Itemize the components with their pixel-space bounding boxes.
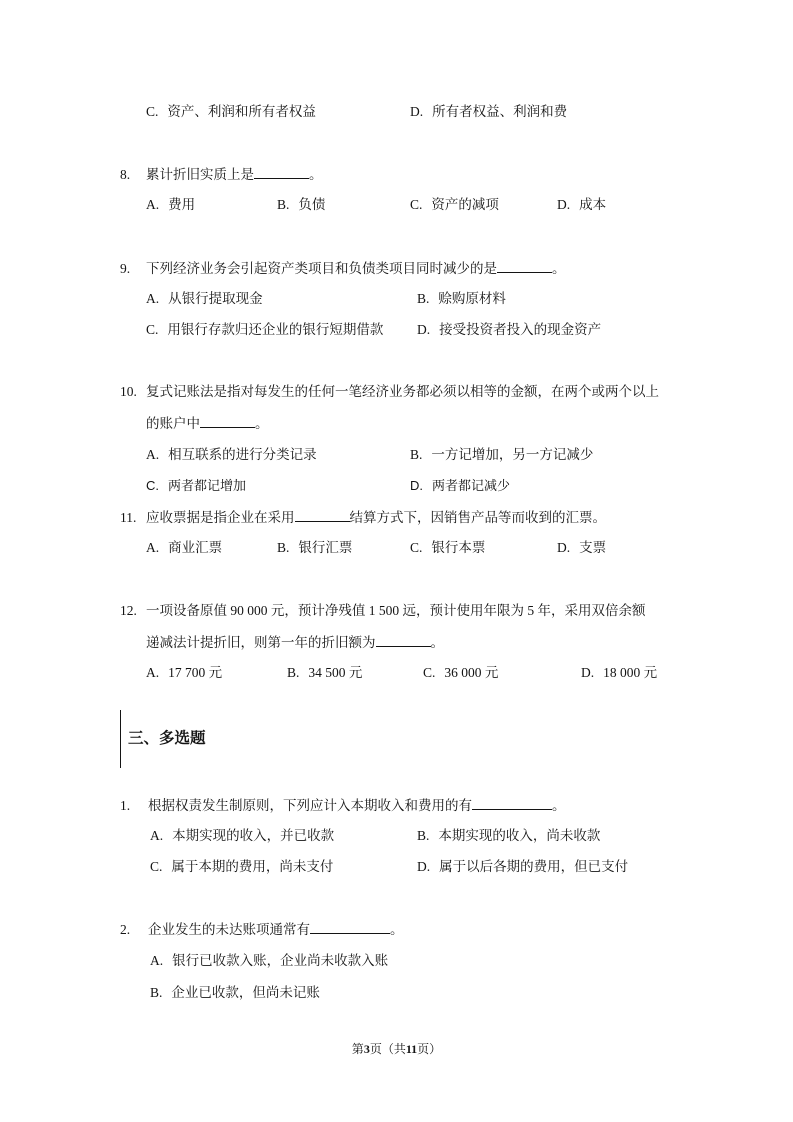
option-label: C. <box>146 478 159 493</box>
option-text: 接受投资者投入的现金资产 <box>439 322 602 337</box>
option-text: 用银行存款归还企业的银行短期借款 <box>167 322 384 337</box>
option-label: A. <box>146 197 160 212</box>
q10-option-d <box>410 477 510 495</box>
option-text: 两者都记增加 <box>168 478 247 493</box>
question-number: 1. <box>120 798 131 813</box>
question-12-stem-cont <box>146 633 444 652</box>
section-heading-rule <box>120 710 121 768</box>
m1-option-c <box>150 858 333 876</box>
question-number: 11. <box>120 510 137 525</box>
option-label: C. <box>423 665 436 680</box>
m2-option-b <box>150 984 320 1002</box>
option-text: 资产、利润和所有者权益 <box>167 104 316 119</box>
stem-end: 。 <box>309 167 323 182</box>
footer-prefix: 第 <box>351 1042 364 1056</box>
option-text: 银行汇票 <box>298 540 353 555</box>
option-label: D. <box>557 540 571 555</box>
stem-text: 的账户中 <box>146 416 200 431</box>
option-label: A. <box>146 447 160 462</box>
stem-text: 一项设备原值 90 000 元，预计净残值 1 500 远，预计使用年限为 5 年，采用双倍余额 <box>146 603 646 618</box>
question-8-stem <box>120 165 323 184</box>
option-label: A. <box>146 665 160 680</box>
m2-option-a <box>150 952 388 970</box>
q11-option-d <box>557 539 606 557</box>
q12-option-a <box>146 664 222 682</box>
q11-option-b <box>277 539 352 557</box>
total-page-count: 11 <box>405 1042 418 1056</box>
stem-text: 应收票据是指企业在采用 <box>146 510 295 525</box>
stem-text: 企业发生的未达账项通常有 <box>148 922 310 937</box>
page-footer <box>0 1041 793 1057</box>
option-label: D. <box>410 104 424 119</box>
option-label: B. <box>417 291 430 306</box>
question-number: 10. <box>120 384 137 399</box>
option-text: 一方记增加，另一方记减少 <box>431 447 594 462</box>
stem-end: 结算方式下，因销售产品等而收到的汇票。 <box>349 510 606 525</box>
option-label: C. <box>410 540 423 555</box>
question-9-stem <box>120 259 566 278</box>
question-number: 8. <box>120 167 131 182</box>
stem-end: 。 <box>552 261 566 276</box>
option-label: A. <box>150 953 164 968</box>
q12-option-d <box>581 664 657 682</box>
q8-option-c <box>410 196 499 214</box>
option-text: 银行已收款入账，企业尚未收款入账 <box>172 953 389 968</box>
q12-option-b <box>287 664 362 682</box>
option-text: 资产的减项 <box>431 197 499 212</box>
option-label: D. <box>410 478 423 493</box>
q8-option-b <box>277 196 325 214</box>
option-text: 18 000 元 <box>603 665 658 680</box>
option-text: 属于本期的费用，尚未支付 <box>171 859 334 874</box>
option-label: C. <box>146 322 159 337</box>
q9-option-b <box>417 290 506 308</box>
q7-option-d <box>410 103 567 121</box>
option-text: 从银行提取现金 <box>168 291 263 306</box>
current-page-number: 3 <box>363 1042 370 1056</box>
q8-option-a <box>146 196 195 214</box>
option-label: A. <box>146 540 160 555</box>
stem-end: 。 <box>552 798 566 813</box>
option-label: B. <box>287 665 300 680</box>
q12-option-c <box>423 664 498 682</box>
option-label: C. <box>146 104 159 119</box>
option-text: 企业已收款，但尚未记账 <box>171 985 320 1000</box>
option-label: B. <box>150 985 163 1000</box>
stem-end: 。 <box>390 922 404 937</box>
m1-option-a <box>150 827 334 845</box>
q9-option-c <box>146 321 383 339</box>
q8-option-d <box>557 196 606 214</box>
question-number: 12. <box>120 603 137 618</box>
option-label: A. <box>146 291 160 306</box>
q9-option-d <box>417 321 601 339</box>
option-label: D. <box>557 197 571 212</box>
option-label: D. <box>581 665 595 680</box>
option-text: 成本 <box>579 197 607 212</box>
option-label: D. <box>417 322 431 337</box>
q11-option-a <box>146 539 222 557</box>
answer-blank <box>376 633 431 647</box>
option-label: B. <box>410 447 423 462</box>
option-label: B. <box>277 197 290 212</box>
stem-end: 。 <box>430 635 444 650</box>
stem-text: 累计折旧实质上是 <box>146 167 254 182</box>
q7-option-c <box>146 103 316 121</box>
option-label: B. <box>277 540 290 555</box>
q10-option-b <box>410 446 593 464</box>
multi-question-1-stem <box>120 796 566 815</box>
option-text: 相互联系的进行分类记录 <box>168 447 317 462</box>
option-text: 两者都记减少 <box>432 478 511 493</box>
stem-text: 下列经济业务会引起资产类项目和负债类项目同时减少的是 <box>146 261 497 276</box>
question-12-stem <box>120 602 646 620</box>
option-text: 银行本票 <box>431 540 486 555</box>
footer-suffix: 页） <box>417 1042 442 1056</box>
option-label: D. <box>417 859 431 874</box>
q10-option-c <box>146 477 246 495</box>
stem-text: 复式记账法是指对每发生的任何一笔经济业务都必须以相等的金额，在两个或两个以上 <box>146 384 659 399</box>
option-text: 34 500 元 <box>308 665 363 680</box>
option-text: 赊购原材料 <box>438 291 506 306</box>
option-text: 负债 <box>298 197 326 212</box>
option-text: 本期实现的收入，并已收款 <box>172 828 335 843</box>
option-label: C. <box>410 197 423 212</box>
question-number: 2. <box>120 922 131 937</box>
option-text: 属于以后各期的费用，但已支付 <box>439 859 629 874</box>
option-label: B. <box>417 828 430 843</box>
q10-option-a <box>146 446 317 464</box>
option-label: C. <box>150 859 163 874</box>
question-10-stem <box>120 383 659 401</box>
option-text: 本期实现的收入，尚未收款 <box>438 828 601 843</box>
option-text: 36 000 元 <box>444 665 499 680</box>
question-10-stem-cont <box>146 414 269 433</box>
section-heading: 三、多选题 <box>128 730 206 747</box>
question-11-stem <box>120 508 606 527</box>
option-text: 支票 <box>579 540 607 555</box>
answer-blank <box>295 508 350 522</box>
answer-blank <box>254 165 309 179</box>
option-text: 17 700 元 <box>168 665 223 680</box>
answer-blank <box>200 414 255 428</box>
stem-text: 根据权责发生制原则，下列应计入本期收入和费用的有 <box>148 798 472 813</box>
option-label: A. <box>150 828 164 843</box>
m1-option-d <box>417 858 628 876</box>
question-number: 9. <box>120 261 131 276</box>
option-text: 所有者权益、利润和费 <box>432 104 568 119</box>
multi-question-2-stem <box>120 920 404 939</box>
footer-middle: 页（共 <box>369 1042 406 1056</box>
q9-option-a <box>146 290 263 308</box>
answer-blank <box>497 259 552 273</box>
option-text: 费用 <box>168 197 196 212</box>
q11-option-c <box>410 539 485 557</box>
answer-blank <box>310 920 390 934</box>
m1-option-b <box>417 827 600 845</box>
answer-blank <box>472 796 552 810</box>
stem-text: 递减法计提折旧，则第一年的折旧额为 <box>146 635 376 650</box>
option-text: 商业汇票 <box>168 540 223 555</box>
stem-end: 。 <box>255 416 269 431</box>
